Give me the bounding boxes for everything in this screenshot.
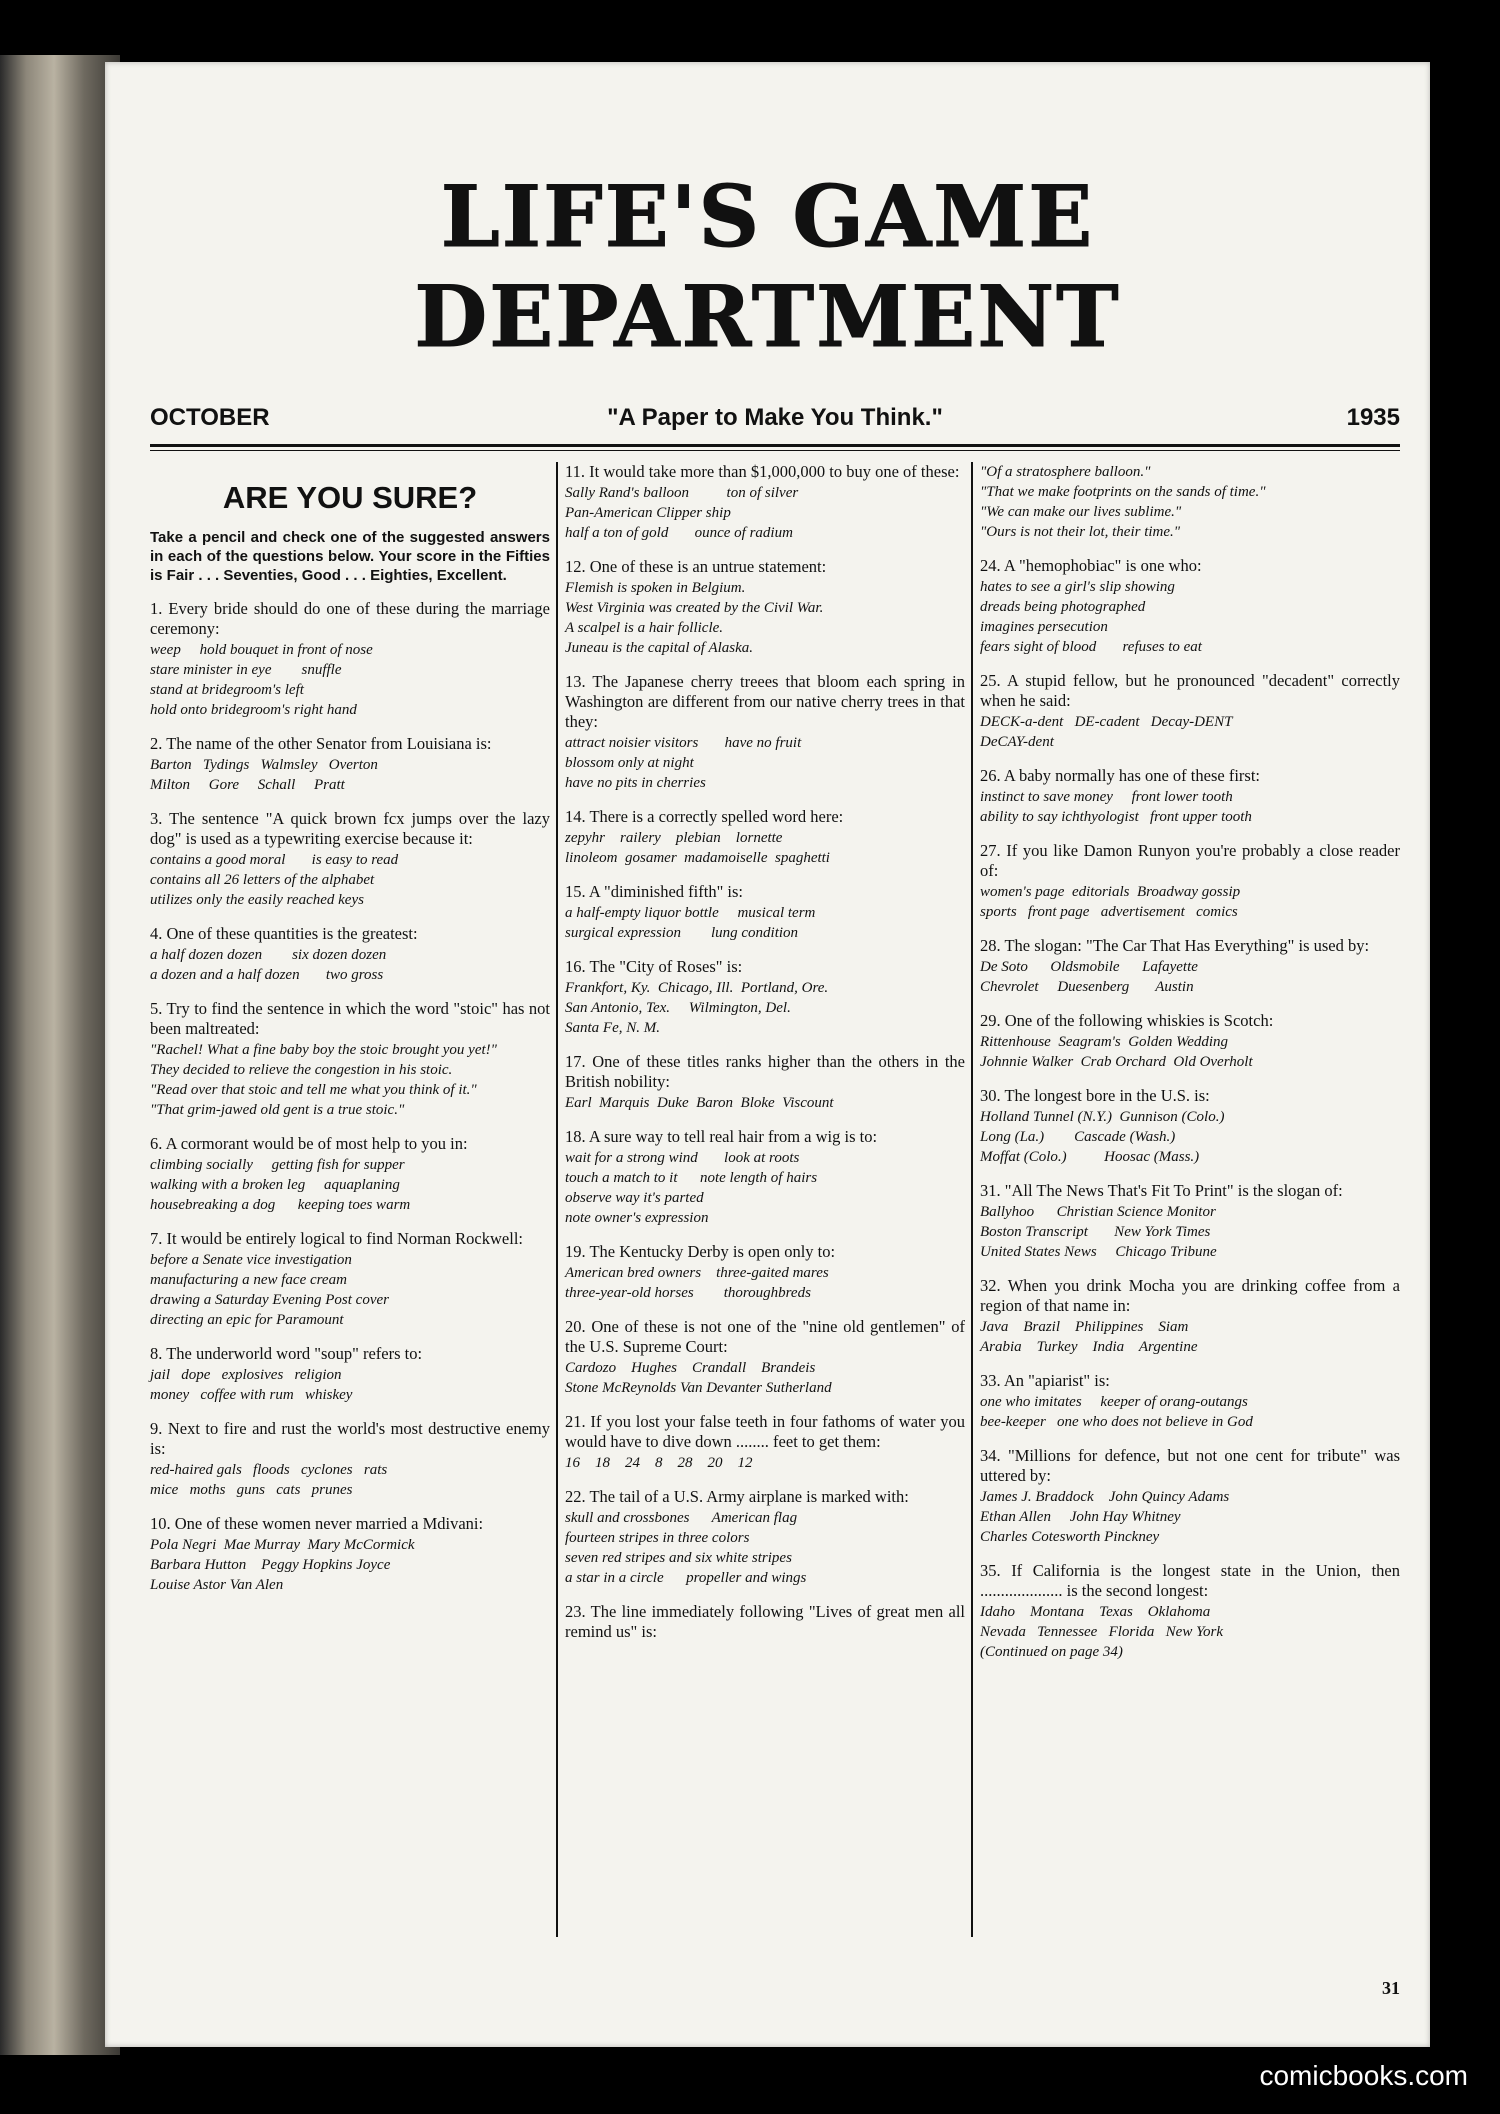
answer-options bbox=[980, 1202, 1400, 1262]
answer-option[interactable]: bee-keeper one who does not believe in God bbox=[980, 1414, 1253, 1430]
answer-option[interactable]: touch a match to it note length of hairs bbox=[565, 1170, 818, 1186]
answer-option[interactable]: Earl Marquis Duke Baron Bloke Viscount bbox=[565, 1095, 834, 1111]
masthead-line-2: DEPARTMENT bbox=[414, 267, 1121, 366]
answer-option[interactable]: Nevada Tennessee Florida New York bbox=[980, 1624, 1224, 1640]
answer-options bbox=[150, 1535, 550, 1595]
question-text: 26. A baby normally has one of these first: bbox=[980, 766, 1260, 785]
question-text: 13. The Japanese cherry treees that bloom each spring in Washington are different from our native cherry trees in that they: bbox=[565, 672, 965, 731]
question-text: 24. A "hemophobiac" is one who: bbox=[980, 556, 1202, 575]
answer-options bbox=[565, 733, 965, 793]
answer-option[interactable]: red-haired gals floods cyclones rats bbox=[150, 1462, 388, 1478]
answer-option[interactable]: Stone McReynolds Van Devanter Sutherland bbox=[565, 1380, 832, 1396]
answer-option[interactable]: Sally Rand's balloon ton of silver bbox=[565, 485, 799, 501]
question-text: 25. A stupid fellow, but he pronounced "decadent" correctly when he said: bbox=[980, 671, 1400, 710]
column-3 bbox=[980, 462, 1400, 1952]
answer-options bbox=[565, 1263, 965, 1303]
dateline-year: 1935 bbox=[1346, 404, 1400, 431]
answer-options bbox=[980, 1392, 1400, 1432]
question-text: 21. If you lost your false teeth in four fathoms of water you would have to dive down ........ feet to get them: bbox=[565, 1412, 965, 1451]
answer-option[interactable]: West Virginia was created by the Civil War. bbox=[565, 600, 824, 616]
answer-option[interactable]: Holland Tunnel (N.Y.) Gunnison (Colo.) bbox=[980, 1109, 1225, 1125]
question-text: 6. A cormorant would be of most help to you in: bbox=[150, 1134, 468, 1153]
answer-option[interactable]: "Read over that stoic and tell me what you think of it." bbox=[150, 1082, 477, 1098]
answer-options bbox=[565, 828, 965, 868]
question-text: 31. "All The News That's Fit To Print" is the slogan of: bbox=[980, 1181, 1343, 1200]
question-text: 34. "Millions for defence, but not one cent for tribute" was uttered by: bbox=[980, 1446, 1400, 1485]
answer-option[interactable]: climbing socially getting fish for supper bbox=[150, 1157, 405, 1173]
answer-option[interactable]: stand at bridegroom's left bbox=[150, 682, 304, 698]
answer-option[interactable]: drawing a Saturday Evening Post cover bbox=[150, 1292, 389, 1308]
answer-options bbox=[980, 787, 1400, 827]
answer-option[interactable]: weep hold bouquet in front of nose bbox=[150, 642, 373, 658]
answer-option[interactable]: "That we make footprints on the sands of time." bbox=[980, 484, 1266, 500]
question-text: 4. One of these quantities is the greatest: bbox=[150, 924, 418, 943]
answer-option[interactable]: Long (La.) Cascade (Wash.) bbox=[980, 1129, 1176, 1145]
question-text: 7. It would be entirely logical to find Norman Rockwell: bbox=[150, 1229, 523, 1248]
answer-option[interactable]: seven red stripes and six white stripes bbox=[565, 1550, 792, 1566]
answer-option[interactable]: contains all 26 letters of the alphabet bbox=[150, 872, 375, 888]
answer-option[interactable]: walking with a broken leg aquaplaning bbox=[150, 1177, 400, 1193]
answer-option[interactable]: mice moths guns cats prunes bbox=[150, 1482, 353, 1498]
answer-option[interactable]: Cardozo Hughes Crandall Brandeis bbox=[565, 1360, 816, 1376]
answer-options bbox=[565, 1358, 965, 1398]
answer-option[interactable]: "We can make our lives sublime." bbox=[980, 504, 1182, 520]
answer-options bbox=[980, 1032, 1400, 1072]
answer-option[interactable]: have no pits in cherries bbox=[565, 775, 706, 791]
answer-option[interactable]: (Continued on page 34) bbox=[980, 1644, 1123, 1660]
answer-option[interactable]: Chevrolet Duesenberg Austin bbox=[980, 979, 1194, 995]
answer-option[interactable]: San Antonio, Tex. Wilmington, Del. bbox=[565, 1000, 791, 1016]
dateline-motto: "A Paper to Make You Think." bbox=[607, 404, 943, 431]
question-text: 30. The longest bore in the U.S. is: bbox=[980, 1086, 1210, 1105]
answer-options bbox=[150, 755, 550, 795]
answer-options bbox=[565, 978, 965, 1038]
watermark: comicbooks.com bbox=[1259, 2060, 1468, 2091]
answer-option[interactable]: jail dope explosives religion bbox=[150, 1367, 342, 1383]
answer-option[interactable]: They decided to relieve the congestion in his stoic. bbox=[150, 1062, 453, 1078]
divider bbox=[150, 450, 1400, 451]
answer-option[interactable]: housebreaking a dog keeping toes warm bbox=[150, 1197, 411, 1213]
answer-options bbox=[150, 640, 550, 720]
answer-option[interactable]: Juneau is the capital of Alaska. bbox=[565, 640, 754, 656]
question-text: 19. The Kentucky Derby is open only to: bbox=[565, 1242, 836, 1261]
answer-options bbox=[980, 1487, 1400, 1547]
question-text: 3. The sentence "A quick brown fcx jumps over the lazy dog" is used as a typewriting exercise because it: bbox=[150, 809, 550, 848]
answer-option[interactable]: Idaho Montana Texas Oklahoma bbox=[980, 1604, 1211, 1620]
question-list bbox=[150, 599, 550, 1595]
answer-options bbox=[980, 1602, 1400, 1662]
answer-option[interactable]: fears sight of blood refuses to eat bbox=[980, 639, 1202, 655]
answer-option[interactable]: DECK-a-dent DE-cadent Decay-DENT bbox=[980, 714, 1233, 730]
answer-options bbox=[980, 462, 1400, 542]
answer-option[interactable]: Flemish is spoken in Belgium. bbox=[565, 580, 746, 596]
answer-option[interactable]: Ethan Allen John Hay Whitney bbox=[980, 1509, 1181, 1525]
answer-option[interactable]: blossom only at night bbox=[565, 755, 694, 771]
answer-option[interactable]: a dozen and a half dozen two gross bbox=[150, 967, 384, 983]
column-1 bbox=[150, 462, 550, 1952]
answer-options bbox=[980, 1107, 1400, 1167]
answer-option[interactable]: Barton Tydings Walmsley Overton bbox=[150, 757, 378, 773]
answer-option[interactable]: money coffee with rum whiskey bbox=[150, 1387, 353, 1403]
answer-option[interactable]: hates to see a girl's slip showing bbox=[980, 579, 1175, 595]
answer-option[interactable]: DeCAY-dent bbox=[980, 734, 1054, 750]
question-list bbox=[565, 462, 965, 1642]
answer-option[interactable]: half a ton of gold ounce of radium bbox=[565, 525, 793, 541]
answer-options bbox=[980, 1317, 1400, 1357]
question-text: 27. If you like Damon Runyon you're probably a close reader of: bbox=[980, 841, 1400, 880]
answer-option[interactable]: attract noisier visitors have no fruit bbox=[565, 735, 802, 751]
magazine-page bbox=[105, 62, 1430, 2047]
question-text: 2. The name of the other Senator from Louisiana is: bbox=[150, 734, 492, 753]
answer-option[interactable]: Charles Cotesworth Pinckney bbox=[980, 1529, 1160, 1545]
answer-option[interactable]: Milton Gore Schall Pratt bbox=[150, 777, 345, 793]
question-text: 22. The tail of a U.S. Army airplane is marked with: bbox=[565, 1487, 909, 1506]
answer-option[interactable]: "Rachel! What a fine baby boy the stoic brought you yet!" bbox=[150, 1042, 497, 1058]
answer-options bbox=[565, 1453, 965, 1473]
question-text: 15. A "diminished fifth" is: bbox=[565, 882, 744, 901]
answer-options bbox=[565, 903, 965, 943]
quiz-headline: ARE YOU SURE? bbox=[222, 480, 478, 515]
answer-option[interactable]: "Ours is not their lot, their time." bbox=[980, 524, 1181, 540]
answer-option[interactable]: ability to say ichthyologist front upper tooth bbox=[980, 809, 1252, 825]
answer-options bbox=[150, 1040, 550, 1120]
question-text: 1. Every bride should do one of these during the marriage ceremony: bbox=[150, 599, 550, 638]
answer-option[interactable]: surgical expression lung condition bbox=[565, 925, 799, 941]
answer-option[interactable]: Barbara Hutton Peggy Hopkins Joyce bbox=[150, 1557, 391, 1573]
answer-option[interactable]: Boston Transcript New York Times bbox=[980, 1224, 1211, 1240]
answer-options bbox=[980, 712, 1400, 752]
column-2 bbox=[565, 462, 965, 1952]
answer-option[interactable]: zepyhr railery plebian lornette bbox=[565, 830, 783, 846]
answer-option[interactable]: manufacturing a new face cream bbox=[150, 1272, 347, 1288]
answer-option[interactable]: before a Senate vice investigation bbox=[150, 1252, 352, 1268]
answer-options bbox=[980, 957, 1400, 997]
question-text: 9. Next to fire and rust the world's most destructive enemy is: bbox=[150, 1419, 550, 1458]
answer-option[interactable]: utilizes only the easily reached keys bbox=[150, 892, 364, 908]
answer-option[interactable]: American bred owners three-gaited mares bbox=[565, 1265, 829, 1281]
answer-option[interactable]: Johnnie Walker Crab Orchard Old Overholt bbox=[980, 1054, 1253, 1070]
answer-options bbox=[565, 1093, 965, 1113]
answer-option[interactable]: a half-empty liquor bottle musical term bbox=[565, 905, 816, 921]
answer-options bbox=[150, 1250, 550, 1330]
column-divider bbox=[971, 462, 973, 1937]
question-text: 17. One of these titles ranks higher than the others in the British nobility: bbox=[565, 1052, 965, 1091]
answer-option[interactable]: a half dozen dozen six dozen dozen bbox=[150, 947, 387, 963]
answer-option[interactable]: James J. Braddock John Quincy Adams bbox=[980, 1489, 1230, 1505]
answer-option[interactable]: A scalpel is a hair follicle. bbox=[565, 620, 724, 636]
question-text: 35. If California is the longest state in the Union, then .................... is the second longest: bbox=[980, 1561, 1400, 1600]
question-text: 12. One of these is an untrue statement: bbox=[565, 557, 827, 576]
answer-option[interactable]: Java Brazil Philippines Siam bbox=[980, 1319, 1189, 1335]
answer-options bbox=[150, 1460, 550, 1500]
dateline-month: OCTOBER bbox=[150, 404, 270, 431]
answer-option[interactable]: one who imitates keeper of orang-outangs bbox=[980, 1394, 1248, 1410]
answer-option[interactable]: Louise Astor Van Alen bbox=[150, 1577, 284, 1593]
answer-option[interactable]: three-year-old horses thoroughbreds bbox=[565, 1285, 811, 1301]
question-text: 23. The line immediately following "Lives of great men all remind us" is: bbox=[565, 1602, 965, 1641]
question-text: 18. A sure way to tell real hair from a wig is to: bbox=[565, 1127, 878, 1146]
answer-option[interactable]: "Of a stratosphere balloon." bbox=[980, 464, 1151, 480]
answer-option[interactable]: Frankfort, Ky. Chicago, Ill. Portland, Ore. bbox=[565, 980, 829, 996]
answer-option[interactable]: observe way it's parted bbox=[565, 1190, 704, 1206]
answer-option[interactable]: wait for a strong wind look at roots bbox=[565, 1150, 800, 1166]
question-text: 14. There is a correctly spelled word here: bbox=[565, 807, 844, 826]
answer-option[interactable]: Santa Fe, N. M. bbox=[565, 1020, 660, 1036]
answer-options bbox=[150, 945, 550, 985]
question-text: 10. One of these women never married a Mdivani: bbox=[150, 1514, 484, 1533]
answer-option[interactable]: skull and crossbones American flag bbox=[565, 1510, 798, 1526]
answer-options bbox=[565, 1508, 965, 1588]
dateline bbox=[150, 404, 1400, 444]
answer-option[interactable]: note owner's expression bbox=[565, 1210, 709, 1226]
question-list bbox=[980, 462, 1400, 1662]
answer-options bbox=[980, 882, 1400, 922]
answer-option[interactable]: contains a good moral is easy to read bbox=[150, 852, 399, 868]
answer-options bbox=[980, 577, 1400, 657]
question-text: 8. The underworld word "soup" refers to: bbox=[150, 1344, 423, 1363]
answer-option[interactable]: United States News Chicago Tribune bbox=[980, 1244, 1217, 1260]
answer-option[interactable]: stare minister in eye snuffle bbox=[150, 662, 342, 678]
answer-option[interactable]: Moffat (Colo.) Hoosac (Mass.) bbox=[980, 1149, 1200, 1165]
column-divider bbox=[556, 462, 558, 1937]
answer-option[interactable]: Rittenhouse Seagram's Golden Wedding bbox=[980, 1034, 1229, 1050]
question-text: 32. When you drink Mocha you are drinking coffee from a region of that name in: bbox=[980, 1276, 1400, 1315]
question-text: 33. An "apiarist" is: bbox=[980, 1371, 1110, 1390]
answer-option[interactable]: hold onto bridegroom's right hand bbox=[150, 702, 357, 718]
answer-option[interactable]: imagines persecution bbox=[980, 619, 1108, 635]
answer-option[interactable]: Ballyhoo Christian Science Monitor bbox=[980, 1204, 1216, 1220]
question-text: 28. The slogan: "The Car That Has Everything" is used by: bbox=[980, 936, 1370, 955]
question-text: 20. One of these is not one of the "nine old gentlemen" of the U.S. Supreme Court: bbox=[565, 1317, 965, 1356]
answer-option[interactable]: De Soto Oldsmobile Lafayette bbox=[980, 959, 1198, 975]
question-text: 5. Try to find the sentence in which the word "stoic" has not been maltreated: bbox=[150, 999, 550, 1038]
question-text: 11. It would take more than $1,000,000 to buy one of these: bbox=[565, 462, 960, 481]
answer-option[interactable]: 16 18 24 8 28 20 12 bbox=[565, 1455, 753, 1471]
quiz-intro: Take a pencil and check one of the suggested answers in each of the questions below. Your score in the Fifties is Fair . . . Seventies, Good . . . Eighties, Excellent. bbox=[150, 529, 550, 584]
answer-options bbox=[565, 578, 965, 658]
answer-option[interactable]: "That grim-jawed old gent is a true stoic." bbox=[150, 1102, 405, 1118]
answer-option[interactable]: dreads being photographed bbox=[980, 599, 1146, 615]
answer-options bbox=[565, 1148, 965, 1228]
answer-option[interactable]: instinct to save money front lower tooth bbox=[980, 789, 1233, 805]
answer-option[interactable]: a star in a circle propeller and wings bbox=[565, 1570, 807, 1586]
answer-option[interactable]: Pan-American Clipper ship bbox=[565, 505, 731, 521]
divider bbox=[150, 444, 1400, 447]
answer-option[interactable]: women's page editorials Broadway gossip bbox=[980, 884, 1241, 900]
answer-option[interactable]: Pola Negri Mae Murray Mary McCormick bbox=[150, 1537, 415, 1553]
book-spine bbox=[0, 55, 120, 2055]
question-text: 16. The "City of Roses" is: bbox=[565, 957, 743, 976]
page-number: 31 bbox=[1382, 1978, 1400, 1998]
answer-options bbox=[150, 1155, 550, 1215]
answer-option[interactable]: linoleom gosamer madamoiselle spaghetti bbox=[565, 850, 830, 866]
answer-options bbox=[565, 483, 965, 543]
answer-options bbox=[150, 1365, 550, 1405]
question-text: 29. One of the following whiskies is Scotch: bbox=[980, 1011, 1274, 1030]
masthead-line-1: LIFE'S GAME bbox=[440, 167, 1095, 266]
answer-option[interactable]: Arabia Turkey India Argentine bbox=[980, 1339, 1198, 1355]
answer-options bbox=[150, 850, 550, 910]
answer-option[interactable]: fourteen stripes in three colors bbox=[565, 1530, 750, 1546]
answer-option[interactable]: sports front page advertisement comics bbox=[980, 904, 1238, 920]
answer-option[interactable]: directing an epic for Paramount bbox=[150, 1312, 344, 1328]
